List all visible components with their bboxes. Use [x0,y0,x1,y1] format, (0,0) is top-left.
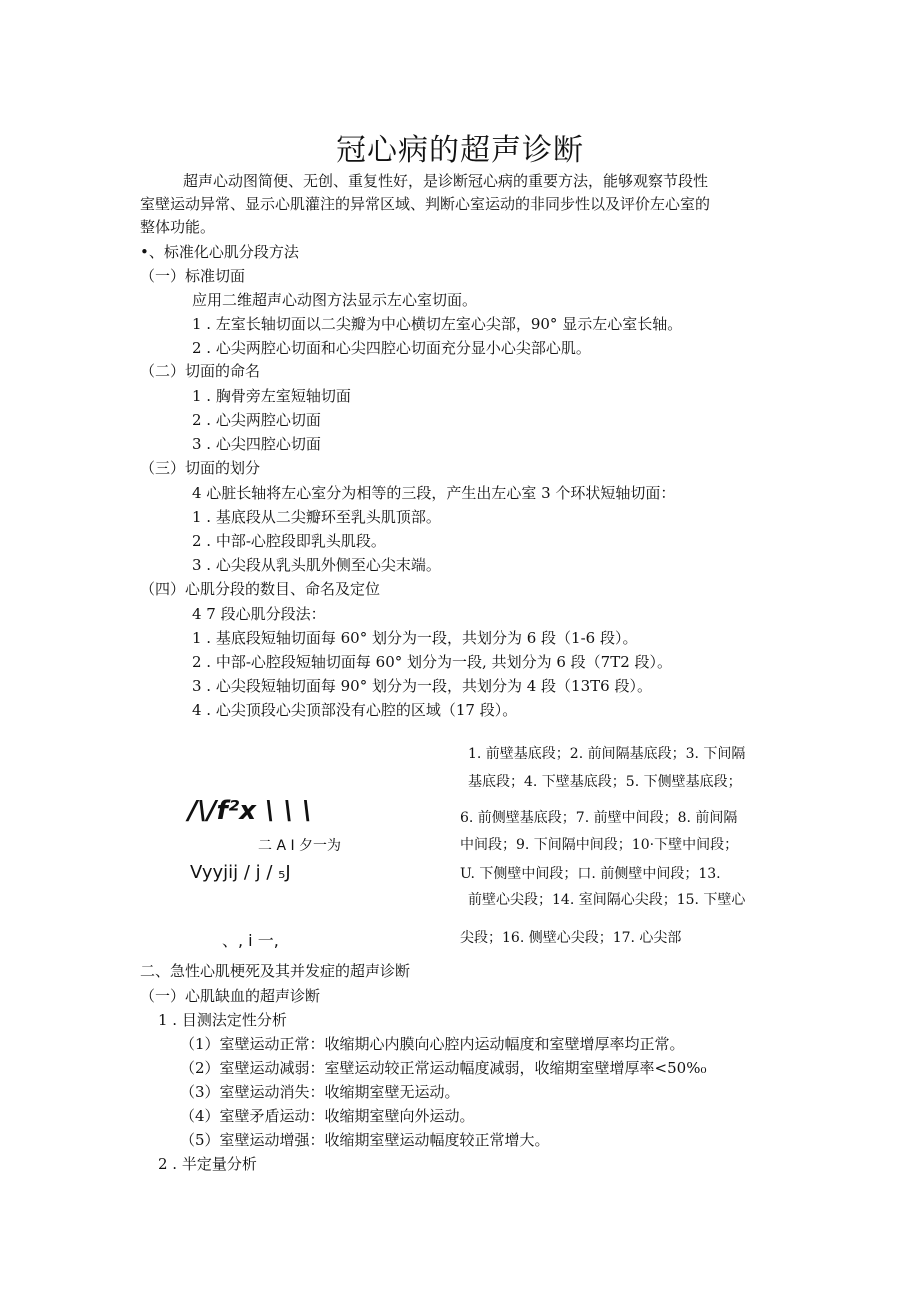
section1-sub2-heading: （二）切面的命名 [140,362,261,380]
section2-line-2: （2）室壁运动减弱：室壁运动较正常运动幅度减弱，收缩期室壁增厚率<50%₀ [180,1059,707,1077]
figure-note-2: 基底段；4. 下壁基底段；5. 下侧壁基底段； [468,774,742,790]
section1-sub1-heading: （一）标准切面 [140,267,246,285]
section1-sub2-line-3: 3 . 心尖四腔心切面 [192,435,321,453]
section1-sub3-line-4: 3 . 心尖段从乳头肌外侧至心尖末端。 [192,556,441,574]
section1-sub4-line-2: 1 . 基底段短轴切面每 60° 划分为一段，共划分为 6 段（1-6 段）。 [192,629,638,647]
section1-sub4-line-1: 4 7 段心肌分段法： [192,605,326,623]
section1-sub4-line-5: 4 . 心尖顶段心尖顶部没有心腔的区域（17 段）。 [192,701,518,719]
figure-note-7: 尖段；16. 侧壁心尖段；17. 心尖部 [460,930,682,946]
section2-line-5: （5）室壁运动增强：收缩期室壁运动幅度较正常增大。 [180,1131,550,1149]
figure-note-6: 前壁心尖段；14. 室间隔心尖段；15. 下壁心 [468,892,746,908]
section1-sub1-line-2: 1 . 左室长轴切面以二尖瓣为中心横切左室心尖部，90° 显示左心室长轴。 [192,315,683,333]
section2-heading: 二、急性心肌梗死及其并发症的超声诊断 [140,962,411,980]
section1-sub4-heading: （四）心肌分段的数目、命名及定位 [140,580,381,598]
section2-line-4: （4）室壁矛盾运动：收缩期室壁向外运动。 [180,1107,475,1125]
section1-sub4-line-4: 3 . 心尖段短轴切面每 90° 划分为一段，共划分为 4 段（13T6 段）。 [192,677,652,695]
section2-item-2: 2 . 半定量分析 [158,1155,257,1173]
intro-line-3: 整体功能。 [140,218,216,236]
figure-garble-1: /\/f²x \ \ \ [188,796,312,826]
figure-note-5: U. 下侧壁中间段；口. 前侧壁中间段；13. [460,866,721,882]
section1-sub2-line-2: 2 . 心尖两腔心切面 [192,411,321,429]
section1-heading: •、标准化心肌分段方法 [140,243,299,261]
section2-sub1-heading: （一）心肌缺血的超声诊断 [140,987,321,1005]
section1-sub3-line-3: 2 . 中部-心腔段即乳头肌段。 [192,532,386,550]
page-title: 冠心病的超声诊断 [336,133,584,168]
figure-garble-3: Vyyjij / j / ₅J [190,862,291,883]
section1-sub1-line-3: 2 . 心尖两腔心切面和心尖四腔心切面充分显小心尖部心肌。 [192,339,591,357]
figure-note-4: 中间段；9. 下间隔中间段；10·下壁中间段； [460,837,739,853]
section2-item-1: 1 . 目测法定性分析 [158,1011,287,1029]
section2-line-1: （1）室壁运动正常：收缩期心内膜向心腔内运动幅度和室壁增厚率均正常。 [180,1035,685,1053]
section1-sub3-heading: （三）切面的划分 [140,459,261,477]
section1-sub4-line-3: 2 . 中部-心腔段短轴切面每 60° 划分为一段, 共划分为 6 段（7T2 段）。 [192,653,673,671]
section1-sub3-line-1: 4 心脏长轴将左心室分为相等的三段，产生出左心室 3 个环状短轴切面： [192,484,676,502]
intro-line-1: 超声心动图简便、无创、重复性好，是诊断冠心病的重要方法，能够观察节段性 [183,172,709,190]
section1-sub2-line-1: 1 . 胸骨旁左室短轴切面 [192,387,351,405]
section1-sub3-line-2: 1 . 基底段从二尖瓣环至乳头肌顶部。 [192,508,441,526]
figure-note-1: 1. 前壁基底段；2. 前间隔基底段；3. 下间隔 [468,746,746,762]
intro-line-2: 室壁运动异常、显示心肌灌注的异常区域、判断心室运动的非同步性以及评价左心室的 [140,195,711,213]
section1-sub1-line-1: 应用二维超声心动图方法显示左心室切面。 [192,291,478,309]
section2-line-3: （3）室壁运动消失：收缩期室壁无运动。 [180,1083,460,1101]
figure-garble-4: 、, i 一, [222,931,279,950]
figure-note-3: 6. 前侧壁基底段；7. 前壁中间段；8. 前间隔 [460,810,738,826]
figure-garble-2: 二 A I 夕一为 [258,838,342,854]
